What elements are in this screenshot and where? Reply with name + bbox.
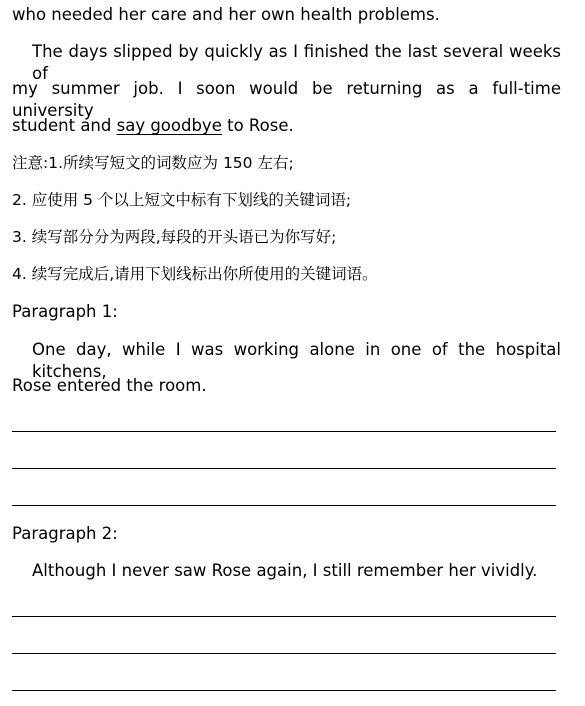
passage-line-4 — [12, 115, 294, 137]
paragraph-1-opening-line-1: One day, while I was working alone in one of the hospital kitchens, — [32, 340, 561, 381]
passage-line-4-end: to Rose. — [221, 116, 294, 135]
answer-line — [12, 468, 556, 469]
paragraph-1-opening-line-2: Rose entered the room. — [12, 376, 207, 395]
note-4: 4. 续写完成后,请用下划线标出你所使用的关键词语。 — [12, 265, 378, 283]
answer-line — [12, 616, 556, 617]
answer-line — [12, 505, 556, 506]
note-1: 注意:1.所续写短文的词数应为 150 左右; — [12, 154, 294, 172]
paragraph-1-label: Paragraph 1: — [12, 302, 118, 321]
paragraph-2-label: Paragraph 2: — [12, 524, 118, 543]
passage-line-3: my summer job. I soon would be returning as a full-time university — [12, 79, 561, 120]
answer-line — [12, 431, 556, 432]
passage-line-2: The days slipped by quickly as I finished the last several weeks of — [32, 42, 561, 83]
note-2: 2. 应使用 5 个以上短文中标有下划线的关键词语; — [12, 191, 352, 209]
underlined-key-phrase: say goodbye — [116, 116, 222, 135]
note-3: 3. 续写部分分为两段,每段的开头语已为你写好; — [12, 228, 337, 246]
passage-line-1: who needed her care and her own health problems. — [12, 5, 440, 24]
paragraph-2-opening-line: Although I never saw Rose again, I still remember her vividly. — [32, 561, 538, 580]
passage-line-4-start: student and — [12, 116, 117, 135]
answer-line — [12, 690, 556, 691]
answer-line — [12, 653, 556, 654]
